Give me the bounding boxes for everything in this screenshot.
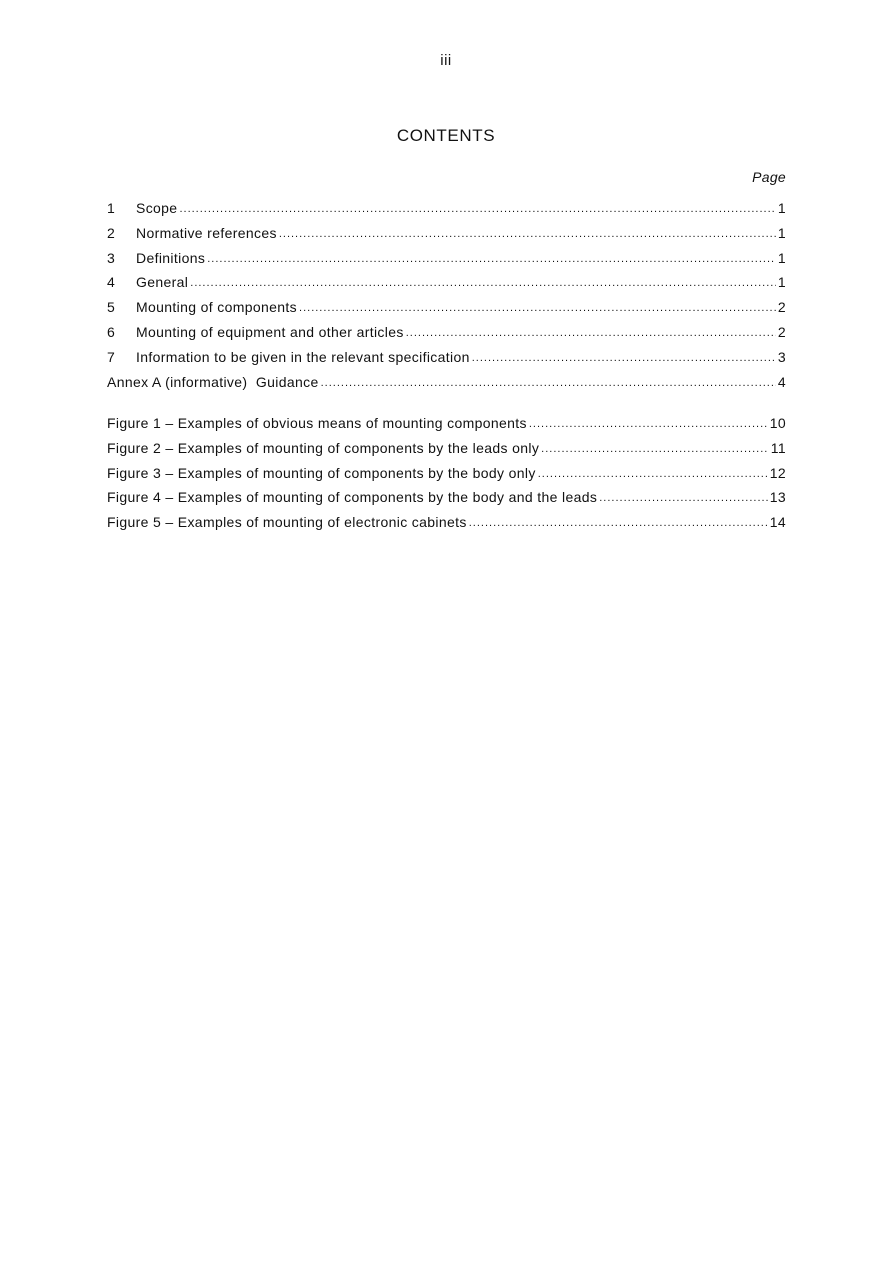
toc-entry-page: 10	[769, 415, 786, 431]
toc-entry-title: Figure 3 – Examples of mounting of components by the body only	[107, 464, 536, 481]
toc-entry-title: Figure 5 – Examples of mounting of electronic cabinets	[107, 514, 467, 531]
toc-sections-list	[107, 200, 786, 398]
toc-dot-leader	[472, 348, 776, 364]
toc-dot-leader	[599, 488, 767, 504]
toc-dot-leader	[179, 199, 775, 215]
toc-entry-page: 11	[770, 439, 786, 456]
toc-entry-title: General	[136, 274, 189, 291]
toc-entry-title: Definitions	[136, 249, 206, 266]
toc-entry-information[interactable]	[107, 349, 786, 374]
toc-entry-definitions[interactable]	[107, 250, 786, 275]
toc-entry-figure-2[interactable]	[107, 440, 786, 465]
toc-entry-figure-5[interactable]	[107, 514, 786, 539]
toc-entry-number: 2	[107, 224, 116, 241]
toc-entry-mounting-of-components[interactable]	[107, 299, 786, 324]
toc-entry-page: 2	[777, 323, 786, 340]
toc-dot-leader	[190, 273, 776, 289]
toc-entry-number: 6	[107, 323, 116, 340]
toc-dot-leader	[321, 373, 776, 389]
toc-dot-leader	[541, 439, 769, 455]
toc-entry-page: 2	[777, 299, 786, 316]
toc-entry-page: 1	[777, 274, 786, 291]
page-number: iii	[440, 52, 452, 69]
toc-entry-title: Figure 2 – Examples of mounting of components by the leads only	[107, 439, 540, 456]
toc-dot-leader	[299, 298, 776, 314]
toc-entry-title: Normative references	[136, 224, 277, 241]
toc-dot-leader	[469, 513, 768, 529]
toc-entry-page: 13	[769, 489, 786, 506]
toc-entry-title: Scope	[136, 200, 178, 216]
toc-entry-page: 1	[777, 224, 786, 241]
toc-entry-title: Information to be given in the relevant specification	[136, 348, 470, 365]
toc-entry-mounting-of-equipment[interactable]	[107, 324, 786, 349]
toc-entry-number: 3	[107, 249, 116, 266]
toc-entry-number: 7	[107, 348, 116, 365]
toc-entry-title: Figure 4 – Examples of mounting of components by the body and the leads	[107, 489, 598, 506]
toc-entry-figure-1[interactable]	[107, 415, 786, 440]
toc-entry-page: 14	[769, 514, 786, 531]
toc-figures-list	[107, 415, 786, 539]
toc-entry-title: Mounting of components	[136, 299, 298, 316]
toc-entry-scope[interactable]	[107, 200, 786, 225]
toc-entry-page: 3	[777, 348, 786, 365]
toc-entry-number: 1	[107, 200, 116, 216]
toc-entry-annex-a[interactable]	[107, 374, 786, 399]
toc-entry-normative-references[interactable]	[107, 225, 786, 250]
toc-entry-page: 1	[777, 249, 786, 266]
toc-entry-page: 4	[777, 373, 786, 390]
toc-entry-figure-3[interactable]	[107, 465, 786, 490]
toc-entry-page: 12	[769, 464, 786, 481]
contents-title: CONTENTS	[396, 126, 496, 145]
toc-dot-leader	[207, 249, 776, 265]
toc-entry-title: Annex A (informative) Guidance	[107, 373, 319, 390]
toc-entry-page: 1	[777, 200, 786, 216]
toc-entry-number: 5	[107, 299, 116, 316]
toc-dot-leader	[279, 224, 776, 240]
toc-dot-leader	[406, 323, 776, 339]
toc-entry-general[interactable]	[107, 274, 786, 299]
toc-dot-leader	[538, 464, 768, 480]
toc-dot-leader	[529, 414, 768, 430]
toc-entry-number: 4	[107, 274, 116, 291]
toc-entry-title: Mounting of equipment and other articles	[136, 323, 404, 340]
page-column-label: Page	[752, 169, 786, 185]
toc-entry-title: Figure 1 – Examples of obvious means of mounting components	[107, 415, 527, 431]
toc-entry-figure-4[interactable]	[107, 489, 786, 514]
